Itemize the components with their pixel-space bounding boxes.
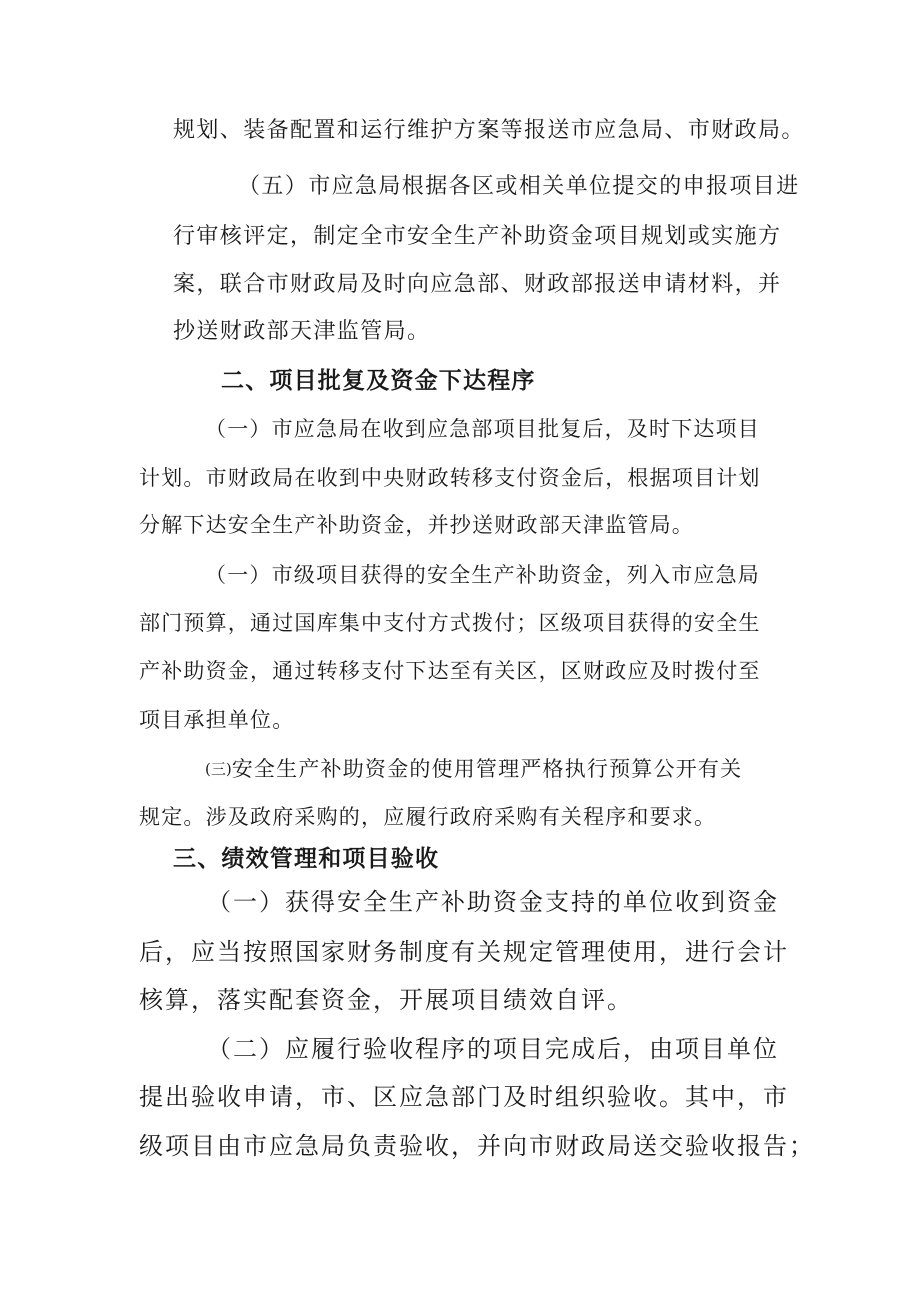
paragraph-line: 产补助资金，通过转移支付下达至有关区，区财政应及时拨付至	[139, 659, 761, 683]
list-marker: (三)	[205, 760, 232, 778]
paragraph-line: 后，应当按照国家财务制度有关规定管理使用，进行会计	[139, 938, 789, 966]
section-heading: 二、项目批复及资金下达程序	[221, 368, 536, 394]
paragraph-line: （一）市级项目获得的安全生产补助资金，列入市应急局	[205, 563, 760, 587]
paragraph-text: 安全生产补助资金的使用管理严格执行预算公开有关	[231, 757, 743, 781]
paragraph-line: （一）市应急局在收到应急部项目批复后，及时下达项目	[205, 417, 760, 441]
paragraph-line: 行审核评定，制定全市安全生产补助资金项目规划或实施方	[173, 224, 782, 249]
paragraph-line: （二）应履行验收程序的项目完成后，由项目单位	[207, 1035, 779, 1063]
paragraph-line	[205, 754, 742, 784]
paragraph-line: 项目承担单位。	[139, 708, 295, 732]
paragraph-line: 核算，落实配套资金，开展项目绩效自评。	[139, 986, 633, 1014]
paragraph-line: 规定。涉及政府采购的，应履行政府采购有关程序和要求。	[139, 805, 717, 829]
paragraph-line: 案，联合市财政局及时向应急部、财政部报送申请材料，并	[173, 272, 782, 297]
section-heading: 三、绩效管理和项目验收	[173, 846, 440, 872]
paragraph-line: 抄送财政部天津监管局。	[173, 319, 431, 344]
paragraph-line: 分解下达安全生产补助资金，并抄送财政部天津监管局。	[139, 513, 694, 537]
paragraph-line: （五）市应急局根据各区或相关单位提交的申报项目进	[238, 174, 800, 199]
paragraph-line: （一）获得安全生产补助资金支持的单位收到资金	[207, 888, 779, 916]
paragraph-line: 级项目由市应急局负责验收，并向市财政局送交验收报告；	[139, 1132, 815, 1160]
paragraph-line: 计划。市财政局在收到中央财政转移支付资金后，根据项目计划	[139, 466, 761, 490]
paragraph-line: 规划、装备配置和运行维护方案等报送市应急局、市财政局。	[173, 118, 805, 143]
paragraph-line: 提出验收申请，市、区应急部门及时组织验收。其中，市	[139, 1083, 789, 1111]
paragraph-line: 部门预算，通过国库集中支付方式拨付；区级项目获得的安全生	[139, 611, 761, 635]
